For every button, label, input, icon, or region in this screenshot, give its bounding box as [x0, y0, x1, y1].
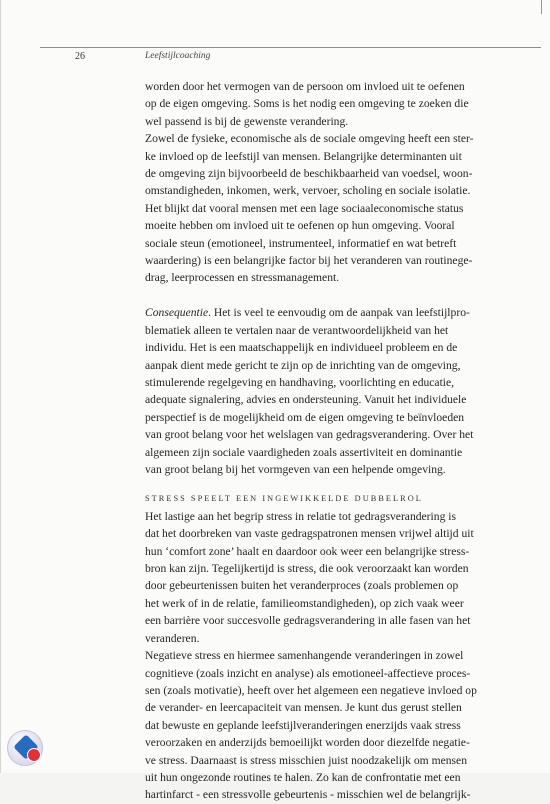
- text-line: dat het doorbreken van vaste gedragspatronen mensen vrijwel altijd uit: [145, 527, 474, 541]
- text-line: bron kan zijn. Tegelijkertijd is stress, die ook veroorzaakt kan worden: [145, 562, 469, 576]
- text-line: adequate signalering, advies en ondersteuning. Vanuit het individuele: [145, 393, 467, 407]
- text-line: [145, 304, 470, 321]
- italic-lead-term: Consequentie: [145, 306, 209, 320]
- section-heading: STRESS SPEELT EEN INGEWIKKELDE DUBBELROL: [145, 494, 423, 504]
- text-line: drag, leerprocessen en stressmanagement.: [145, 271, 340, 285]
- paragraph: [145, 78, 469, 130]
- text-line: Zowel de fysieke, economische als de sociale omgeving heeft een ster-: [145, 132, 474, 146]
- text-line: van groot belang voor het welslagen van gedragsverandering. Over het: [145, 428, 474, 442]
- text-line: veroorzaken en anderzijds bemoeilijkt worden door diezelfde negatie-: [145, 736, 470, 750]
- text-line: sociale steun (emotioneel, instrumenteel, informatief en wat betreft: [145, 236, 457, 250]
- text-line: blematiek alleen te vertalen naar de verantwoordelijkheid van het: [145, 323, 449, 337]
- text-line: perspectief is de mogelijkheid om de eigen omgeving te beïnvloeden: [145, 410, 465, 424]
- text-line: veranderen.: [145, 631, 200, 645]
- text-line: worden door het vermogen van de persoon om invloed uit te oefenen: [145, 80, 465, 93]
- text-line: stimulerende regelgeving en handhaving, voorlichting en educatie,: [145, 376, 455, 389]
- text-line: op de eigen omgeving. Soms is het nodig een omgeving te zoeken die: [145, 97, 469, 111]
- page-edge: [0, 0, 1, 773]
- paragraph: [145, 647, 477, 804]
- text-line: de omgeving zijn bijvoorbeeld de beschikbaarheid van voedsel, woon-: [145, 167, 473, 181]
- text-line: hun ‘comfort zone’ haalt en daardoor ook weer een belangrijke stress-: [145, 544, 470, 558]
- paragraph: [145, 130, 474, 287]
- text-line: hartinfarct - een stressvolle gebeurtenis - misschien wel de belangrijk-: [145, 788, 471, 802]
- text-line: uit hun ongezonde routines te halen. Zo kan de confrontatie met een: [145, 770, 461, 784]
- text-run: . Het is veel te eenvoudig om de aanpak van leefstijlpro-: [208, 306, 470, 320]
- logo-badge: [27, 748, 41, 762]
- text-line: omstandigheden, inkomen, werk, vervoer, scholing en sociale isolatie.: [145, 184, 471, 198]
- paragraph: [145, 508, 474, 647]
- section-spacer: [145, 478, 465, 490]
- text-line: waardering) is een belangrijke factor bij het veranderen van routinege-: [145, 254, 473, 268]
- text-line: sen (zoals motivatie), heeft over het algemeen een negatieve invloed op: [145, 683, 477, 697]
- text-line: ve stress. Daarnaast is stress misschien juist noodzakelijk om mensen: [145, 753, 467, 767]
- page-number: 26: [75, 51, 85, 62]
- text-line: de verander- en leercapaciteit van mensen. Je kunt dus gerust stellen: [145, 701, 462, 715]
- text-line: ke invloed op de leefstijl van mensen. Belangrijke determinanten uit: [145, 149, 462, 163]
- running-title: Leefstijlcoaching: [145, 51, 211, 61]
- body-text: [145, 78, 477, 804]
- store-logo-icon: [7, 730, 43, 766]
- header-rule: [40, 47, 541, 48]
- text-line: dat bewuste en geplande leefstijlveranderingen enerzijds vaak stress: [145, 718, 461, 732]
- text-line: door gebeurtenissen buiten het veranderproces (zoals problemen op: [145, 579, 459, 593]
- text-line: moeite hebben om invloed uit te oefenen op hun omgeving. Vooral: [145, 219, 455, 233]
- text-line: individu. Het is een maatschappelijk en individueel probleem en de: [145, 341, 458, 355]
- paragraph: [145, 304, 474, 478]
- text-line: aanpak dient mede gericht te zijn op de inrichting van de omgeving,: [145, 358, 461, 372]
- text-line: van groot belang bij het vormgeven van een helpende omgeving.: [145, 463, 446, 477]
- text-line: Het lastige aan het begrip stress in relatie tot gedragsverandering is: [145, 509, 456, 523]
- crop-mark: [541, 0, 542, 14]
- text-line: een barrière voor succesvolle gedragsverandering in alle fasen van het: [145, 614, 471, 628]
- text-line: cognitieve (zoals inzicht en analyse) als emotioneel-affectieve proces-: [145, 666, 471, 680]
- text-line: het werk of in de relatie, familieomstandigheden), op zich vaak weer: [145, 596, 464, 610]
- text-line: wel passend is bij de gewenste verandering.: [145, 114, 349, 128]
- text-line: Negatieve stress en hiermee samenhangende veranderingen in zowel: [145, 649, 464, 663]
- paragraph-spacer: [145, 287, 465, 305]
- text-line: Het blijkt dat vooral mensen met een lage sociaaleconomische status: [145, 201, 464, 215]
- text-line: algemeen zijn sociale vaardigheden zoals assertiviteit en dominantie: [145, 445, 463, 459]
